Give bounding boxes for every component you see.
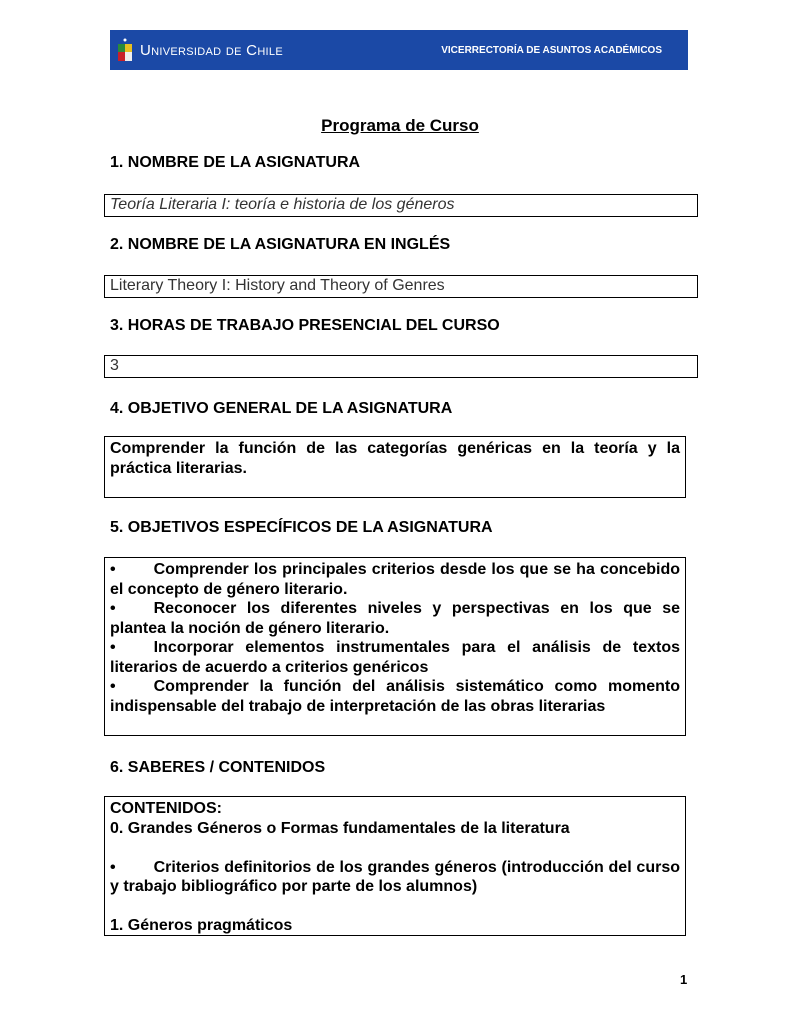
section-heading: 2. NOMBRE DE LA ASIGNATURA EN INGLÉS bbox=[110, 236, 451, 253]
section-heading: 5. OBJETIVOS ESPECÍFICOS DE LA ASIGNATURA bbox=[110, 519, 493, 536]
content-item bbox=[110, 858, 680, 897]
bullet: • bbox=[110, 600, 116, 617]
unit-name: VICERRECTORÍA DE ASUNTOS ACADÉMICOS bbox=[441, 45, 662, 56]
bullet: • bbox=[110, 858, 116, 876]
objective-text: Comprender los principales criterios desde los que se ha concebido el concepto de género literario. bbox=[110, 561, 680, 598]
unit-heading: 1. Géneros pragmáticos bbox=[110, 917, 293, 934]
bullet: • bbox=[110, 678, 116, 695]
objective-text: Comprender la función del análisis sistemático como momento indispensable del trabajo de interpretación de las obras literarias bbox=[110, 678, 680, 715]
page-title: Programa de Curso bbox=[321, 116, 479, 135]
page-number: 1 bbox=[680, 972, 688, 987]
english-name-box: Literary Theory I: History and Theory of Genres bbox=[104, 275, 698, 298]
objective-text: Incorporar elementos instrumentales para el análisis de textos literarios de acuerdo a criterios genéricos bbox=[110, 639, 680, 676]
objective-item bbox=[110, 560, 680, 599]
general-objective-box: Comprender la función de las categorías genéricas en la teoría y la práctica literarias. bbox=[104, 436, 686, 498]
unit-heading: 0. Grandes Géneros o Formas fundamentales de la literatura bbox=[110, 819, 570, 837]
hours-box: 3 bbox=[104, 355, 698, 378]
objective-item bbox=[110, 599, 680, 638]
university-name: Universidad de Chile bbox=[140, 42, 283, 59]
course-name-box: Teoría Literaria I: teoría e historia de los géneros bbox=[104, 194, 698, 217]
section-heading: 4. OBJETIVO GENERAL DE LA ASIGNATURA bbox=[110, 400, 453, 417]
university-crest-icon bbox=[116, 36, 134, 64]
objective-item bbox=[110, 677, 680, 716]
objective-text: Reconocer los diferentes niveles y perspectivas en los que se plantea la noción de género literario. bbox=[110, 600, 680, 637]
section-heading: 6. SABERES / CONTENIDOS bbox=[110, 759, 326, 776]
bullet: • bbox=[110, 561, 116, 578]
contents-box bbox=[104, 796, 686, 936]
specific-objectives-box bbox=[104, 557, 686, 736]
content-text: Criterios definitorios de los grandes géneros (introducción del curso y trabajo bibliográfico por parte de los alumnos) bbox=[110, 858, 680, 895]
contents-label: CONTENIDOS: bbox=[110, 800, 222, 817]
section-heading: 1. NOMBRE DE LA ASIGNATURA bbox=[110, 154, 361, 171]
objective-item bbox=[110, 638, 680, 677]
bullet: • bbox=[110, 639, 116, 656]
section-heading: 3. HORAS DE TRABAJO PRESENCIAL DEL CURSO bbox=[110, 317, 500, 334]
header-banner bbox=[110, 30, 688, 70]
